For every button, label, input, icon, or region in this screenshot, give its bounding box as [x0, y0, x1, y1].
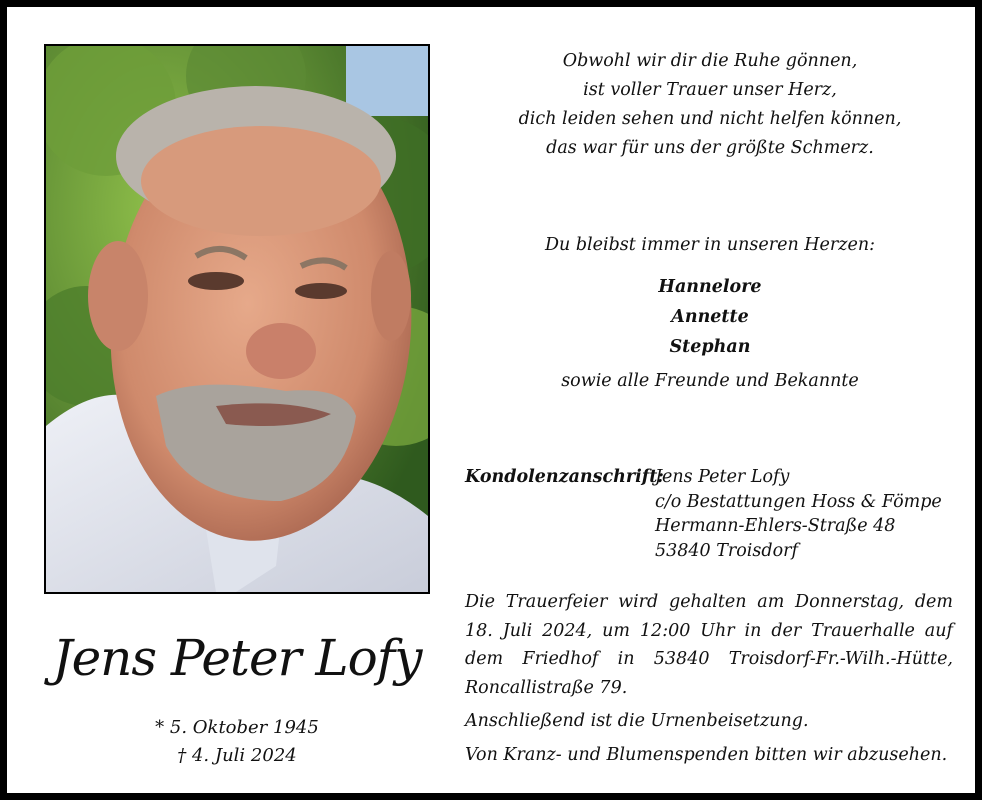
condolence-label: Kondolenzanschrift:	[465, 467, 664, 487]
address-line: 53840 Troisdorf	[655, 540, 798, 561]
service-details: Die Trauerfeier wird gehalten am Donnerstag, dem 18. Juli 2024, um 12:00 Uhr in der Trauerhalle auf dem Friedhof in 53840 Troisdorf-Fr.-Wilh.-Hütte, Roncallistraße 79.	[465, 592, 953, 698]
address-block	[655, 465, 942, 563]
mourners-others: sowie alle Freunde und Bekannte	[561, 371, 859, 391]
burial-note: Anschließend ist die Urnenbeisetzung.	[465, 711, 809, 731]
death-date: † 4. Juli 2024	[177, 745, 297, 766]
mourner-name: Annette	[671, 307, 749, 327]
address-line: Jens Peter Lofy	[655, 467, 790, 487]
address-line: c/o Bestattungen Hoss & Fömpe	[655, 491, 942, 512]
poem-line: dich leiden sehen und nicht helfen können,	[518, 109, 902, 129]
birth-date: * 5. Oktober 1945	[155, 717, 319, 738]
mourners-intro: Du bleibst immer in unseren Herzen:	[544, 235, 876, 255]
mourner-name: Stephan	[669, 337, 751, 357]
poem	[465, 47, 955, 163]
poem-line: das war für uns der größte Schmerz.	[546, 138, 874, 158]
poem-line: Obwohl wir dir die Ruhe gönnen,	[562, 51, 858, 71]
deceased-name: Jens Peter Lofy	[52, 629, 422, 687]
address-line: Hermann-Ehlers-Straße 48	[655, 516, 896, 536]
flowers-note: Von Kranz- und Blumenspenden bitten wir abzusehen.	[465, 745, 948, 765]
mourner-name: Hannelore	[658, 277, 762, 297]
portrait-photo	[44, 44, 430, 594]
portrait-photo-icon	[46, 46, 428, 592]
poem-line: ist voller Trauer unser Herz,	[583, 80, 837, 100]
